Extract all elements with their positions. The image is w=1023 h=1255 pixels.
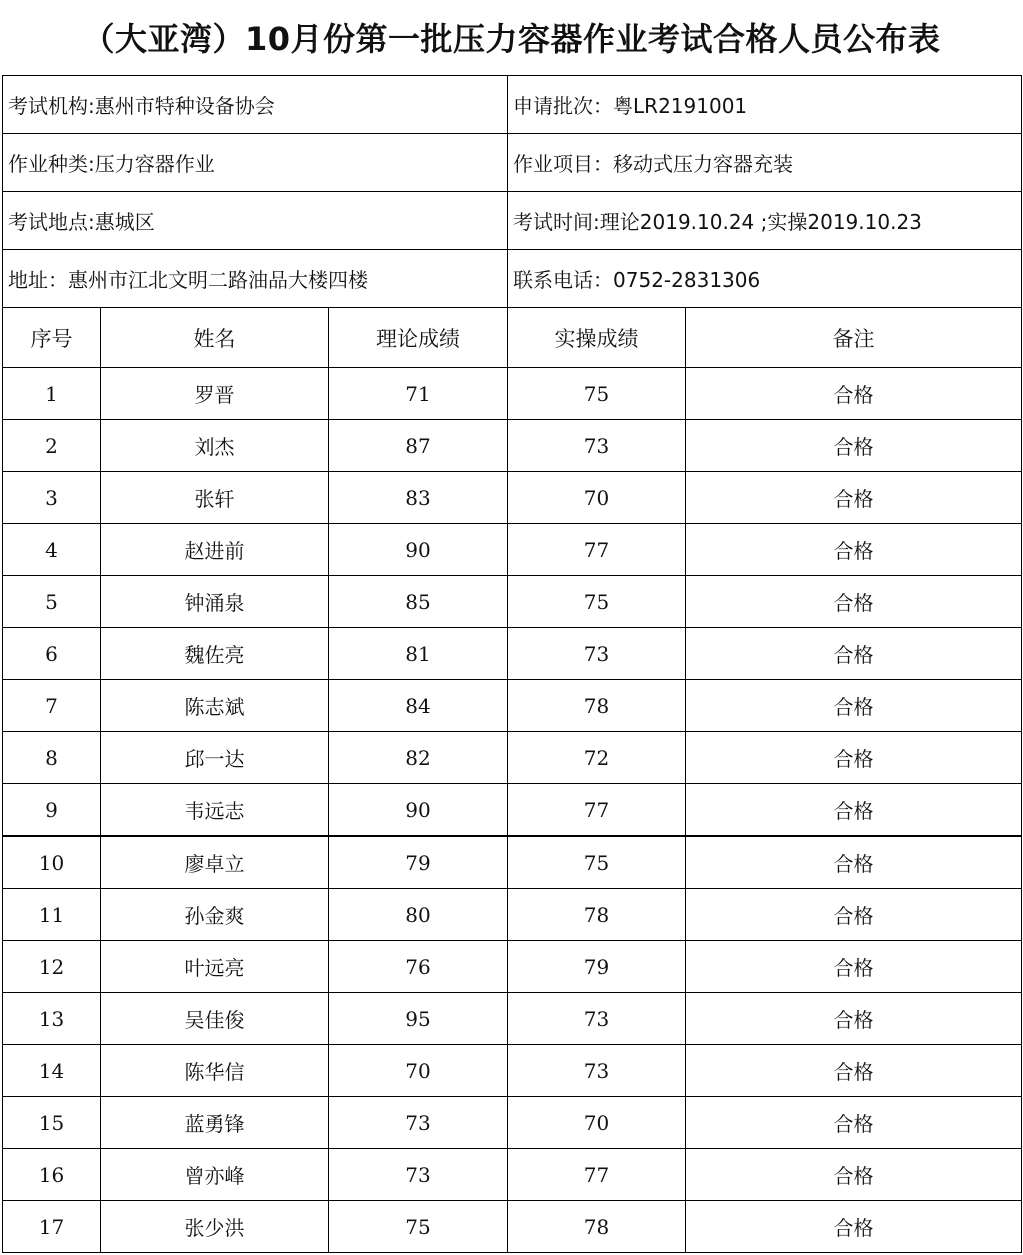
cell-remark: 合格 — [686, 993, 1022, 1045]
exam-location: 考试地点:惠城区 — [3, 192, 508, 250]
cell-practice-score: 78 — [508, 1201, 686, 1253]
cell-no: 2 — [3, 420, 101, 472]
cell-no: 13 — [3, 993, 101, 1045]
cell-remark: 合格 — [686, 836, 1022, 889]
cell-theory-score: 71 — [329, 368, 508, 420]
cell-practice-score: 79 — [508, 941, 686, 993]
cell-remark: 合格 — [686, 576, 1022, 628]
cell-name: 廖卓立 — [101, 836, 329, 889]
cell-practice-score: 77 — [508, 1149, 686, 1201]
cell-remark: 合格 — [686, 368, 1022, 420]
table-row — [3, 941, 1022, 993]
cell-name: 赵进前 — [101, 524, 329, 576]
cell-name: 蓝勇锋 — [101, 1097, 329, 1149]
cell-practice-score: 75 — [508, 368, 686, 420]
column-header-theory: 理论成绩 — [329, 308, 508, 368]
cell-practice-score: 78 — [508, 680, 686, 732]
cell-practice-score: 75 — [508, 836, 686, 889]
cell-name: 韦远志 — [101, 784, 329, 837]
column-header-row — [3, 308, 1022, 368]
cell-name: 吴佳俊 — [101, 993, 329, 1045]
table-row — [3, 524, 1022, 576]
cell-no: 9 — [3, 784, 101, 837]
table-row — [3, 368, 1022, 420]
table-row — [3, 472, 1022, 524]
cell-remark: 合格 — [686, 1149, 1022, 1201]
cell-theory-score: 81 — [329, 628, 508, 680]
cell-no: 14 — [3, 1045, 101, 1097]
cell-practice-score: 70 — [508, 472, 686, 524]
cell-practice-score: 70 — [508, 1097, 686, 1149]
cell-no: 10 — [3, 836, 101, 889]
cell-remark: 合格 — [686, 941, 1022, 993]
work-category: 作业种类:压力容器作业 — [3, 134, 508, 192]
cell-theory-score: 75 — [329, 1201, 508, 1253]
cell-practice-score: 73 — [508, 1045, 686, 1097]
cell-name: 陈志斌 — [101, 680, 329, 732]
cell-practice-score: 78 — [508, 889, 686, 941]
cell-remark: 合格 — [686, 1201, 1022, 1253]
cell-name: 叶远亮 — [101, 941, 329, 993]
table-row — [3, 420, 1022, 472]
table-row — [3, 784, 1022, 837]
cell-remark: 合格 — [686, 1045, 1022, 1097]
info-row — [3, 250, 1022, 308]
cell-theory-score: 73 — [329, 1097, 508, 1149]
table-row — [3, 576, 1022, 628]
cell-theory-score: 83 — [329, 472, 508, 524]
work-item: 作业项目：移动式压力容器充装 — [508, 134, 1022, 192]
cell-name: 钟涌泉 — [101, 576, 329, 628]
cell-theory-score: 85 — [329, 576, 508, 628]
table-row — [3, 1201, 1022, 1253]
cell-remark: 合格 — [686, 889, 1022, 941]
cell-theory-score: 95 — [329, 993, 508, 1045]
cell-name: 魏佐亮 — [101, 628, 329, 680]
cell-remark: 合格 — [686, 472, 1022, 524]
cell-no: 6 — [3, 628, 101, 680]
cell-no: 4 — [3, 524, 101, 576]
table-row — [3, 1045, 1022, 1097]
info-row — [3, 76, 1022, 134]
cell-remark: 合格 — [686, 784, 1022, 837]
cell-no: 7 — [3, 680, 101, 732]
cell-no: 11 — [3, 889, 101, 941]
cell-remark: 合格 — [686, 680, 1022, 732]
cell-name: 刘杰 — [101, 420, 329, 472]
contact-phone: 联系电话：0752-2831306 — [508, 250, 1022, 308]
cell-no: 12 — [3, 941, 101, 993]
cell-practice-score: 77 — [508, 524, 686, 576]
cell-remark: 合格 — [686, 420, 1022, 472]
cell-theory-score: 90 — [329, 784, 508, 837]
table-row — [3, 1149, 1022, 1201]
cell-name: 张少洪 — [101, 1201, 329, 1253]
table-row — [3, 680, 1022, 732]
cell-no: 17 — [3, 1201, 101, 1253]
cell-theory-score: 84 — [329, 680, 508, 732]
cell-practice-score: 73 — [508, 628, 686, 680]
cell-remark: 合格 — [686, 732, 1022, 784]
cell-name: 罗晋 — [101, 368, 329, 420]
cell-no: 16 — [3, 1149, 101, 1201]
cell-practice-score: 77 — [508, 784, 686, 837]
column-header-no: 序号 — [3, 308, 101, 368]
column-header-practice: 实操成绩 — [508, 308, 686, 368]
info-row — [3, 134, 1022, 192]
column-header-remark: 备注 — [686, 308, 1022, 368]
cell-theory-score: 87 — [329, 420, 508, 472]
cell-practice-score: 72 — [508, 732, 686, 784]
cell-practice-score: 73 — [508, 420, 686, 472]
table-row — [3, 732, 1022, 784]
cell-theory-score: 90 — [329, 524, 508, 576]
cell-no: 8 — [3, 732, 101, 784]
cell-name: 张轩 — [101, 472, 329, 524]
apply-batch: 申请批次：粤LR2191001 — [508, 76, 1022, 134]
cell-remark: 合格 — [686, 628, 1022, 680]
column-header-name: 姓名 — [101, 308, 329, 368]
info-row — [3, 192, 1022, 250]
cell-practice-score: 75 — [508, 576, 686, 628]
exam-time: 考试时间:理论2019.10.24 ;实操2019.10.23 — [508, 192, 1022, 250]
table-row — [3, 993, 1022, 1045]
cell-name: 陈华信 — [101, 1045, 329, 1097]
cell-practice-score: 73 — [508, 993, 686, 1045]
results-table — [2, 75, 1022, 1253]
cell-theory-score: 73 — [329, 1149, 508, 1201]
cell-no: 3 — [3, 472, 101, 524]
cell-name: 邱一达 — [101, 732, 329, 784]
cell-theory-score: 82 — [329, 732, 508, 784]
cell-remark: 合格 — [686, 524, 1022, 576]
cell-theory-score: 76 — [329, 941, 508, 993]
cell-theory-score: 80 — [329, 889, 508, 941]
cell-name: 曾亦峰 — [101, 1149, 329, 1201]
cell-name: 孙金爽 — [101, 889, 329, 941]
cell-theory-score: 70 — [329, 1045, 508, 1097]
table-row — [3, 889, 1022, 941]
table-row — [3, 836, 1022, 889]
exam-org: 考试机构:惠州市特种设备协会 — [3, 76, 508, 134]
document-title: （大亚湾）10月份第一批压力容器作业考试合格人员公布表 — [82, 20, 941, 58]
cell-no: 5 — [3, 576, 101, 628]
table-row — [3, 628, 1022, 680]
cell-remark: 合格 — [686, 1097, 1022, 1149]
cell-no: 1 — [3, 368, 101, 420]
cell-no: 15 — [3, 1097, 101, 1149]
table-row — [3, 1097, 1022, 1149]
cell-theory-score: 79 — [329, 836, 508, 889]
address: 地址：惠州市江北文明二路油品大楼四楼 — [3, 250, 508, 308]
